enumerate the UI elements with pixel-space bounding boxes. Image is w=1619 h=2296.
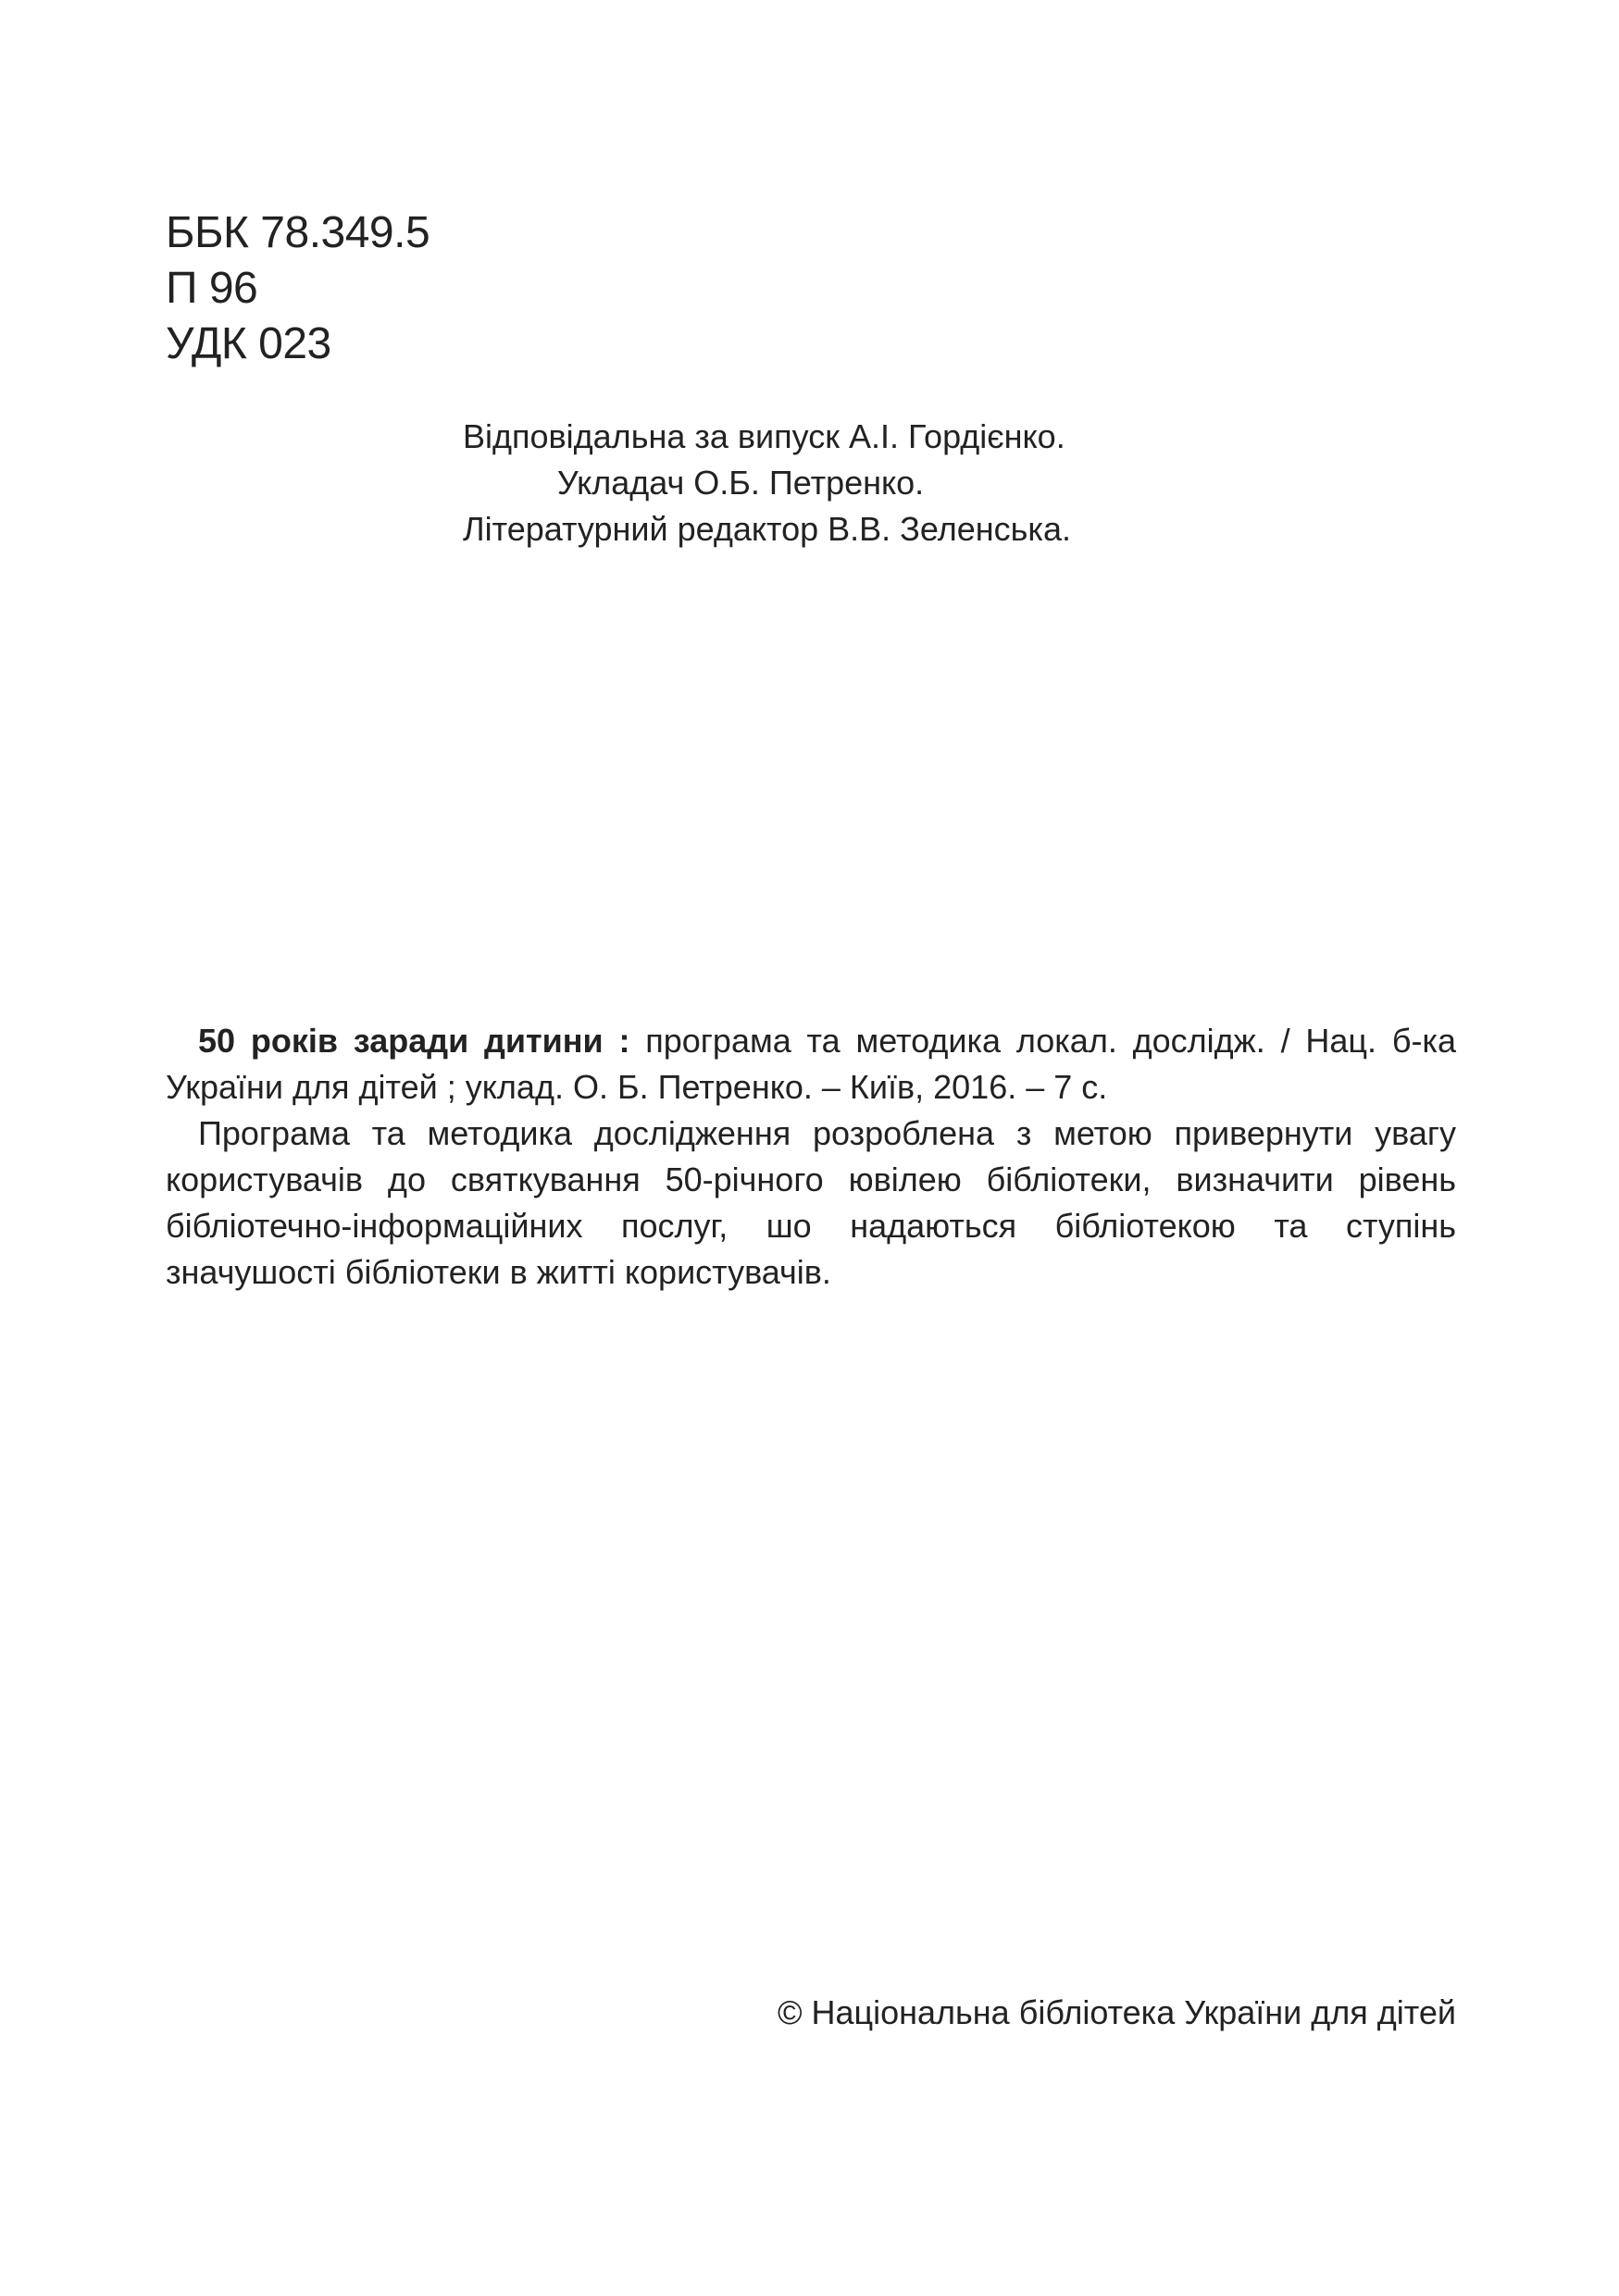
credits-block [463, 414, 1071, 552]
bibliographic-record [166, 1018, 1456, 1111]
copyright-notice: © Національна бібліотека України для дітей [777, 1993, 1456, 2031]
bibliographic-title: 50 років заради дитини : [198, 1022, 630, 1060]
compiler-line: Укладач О.Б. Петренко. [556, 464, 925, 502]
bbk-code: ББК 78.349.5 [166, 208, 430, 257]
bibliographic-description: програма та методика локал. дослідж. / Нац. б-ка України для дітей ; уклад. О. Б. Петренко. – Київ, 2016. – 7 с. [166, 1022, 1456, 1106]
responsible-line: Відповідальна за випуск А.І. Гордієнко. [463, 417, 1065, 455]
udk-code: УДК 023 [166, 319, 331, 368]
classification-codes [166, 205, 430, 372]
literary-editor-line: Літературний редактор В.В. Зеленська. [463, 510, 1071, 548]
bibliographic-annotation [166, 1018, 1456, 1296]
author-mark: П 96 [166, 264, 258, 313]
annotation-text: Програма та методика дослідження розроблена з метою привернути увагу користувачів до святкування 50-річного ювілею бібліотеки, визначити рівень бібліотечно-інформаційних послуг, шо надаються бібліотекою та ступінь значушості бібліотеки в житті користувачів. [166, 1114, 1456, 1291]
